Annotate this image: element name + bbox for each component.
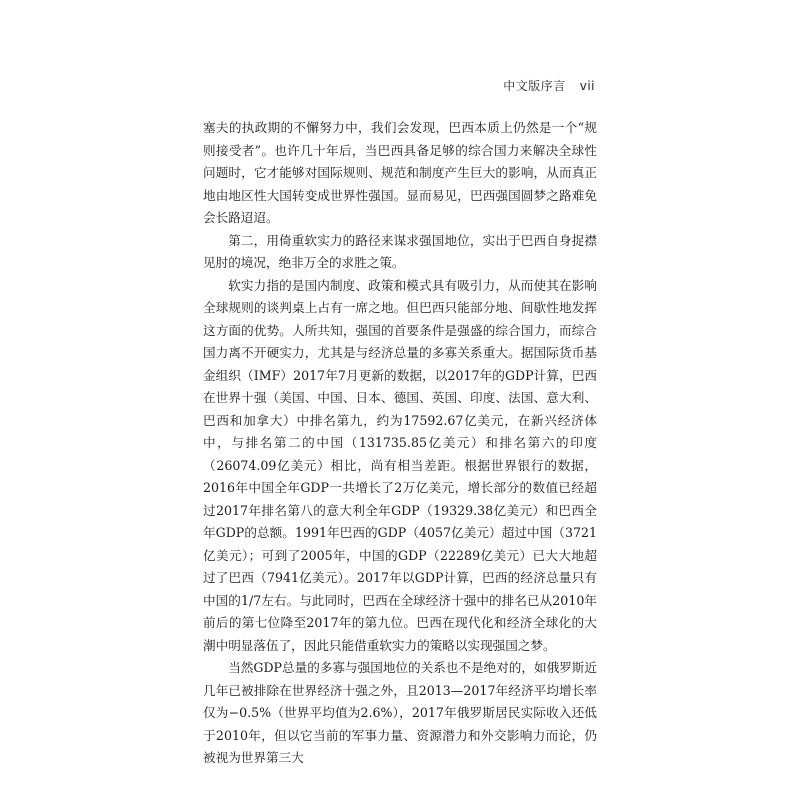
paragraph-gdp-relation: 当然GDP总量的多寡与强国地位的关系也不是绝对的，如俄罗斯近几年已被排除在世界经济十强之外，且2013—2017年经济平均增长率仅为−0.5%（世界平均值为2.6%），2017年俄罗斯居民实际收入还低于2010年，但以它当前的军事力量、资源潜力和外交影响力而论，仍被视为世界第三大	[203, 660, 597, 765]
page-number: vii	[579, 79, 595, 93]
paragraph-soft-power: 软实力指的是国内制度、政策和模式具有吸引力，从而使其在影响全球规则的谈判桌上占有一席之地。但巴西只能部分地、间歇性地发挥这方面的优势。人所共知，强国的首要条件是强盛的综合国力，而综合国力离不开硬实力，尤其是与经济总量的多寡关系重大。据国际货币基金组织（IMF）2017年7月更新的数据，以2017年的GDP计算，巴西在世界十强（美国、中国、日本、德国、英国、印度、法国、意大利、巴西和加拿大）中排名第九，约为17592.67亿美元，在新兴经济体中，与排名第二的中国（131735.85亿美元）和排名第六的印度（26074.09亿美元）相比，尚有相当差距。根据世界银行的数据，2016年中国全年GDP一共增长了2万亿美元，增长部分的数值已经超过2017年排名第八的意大利全年GDP（19329.38亿美元）和巴西全年GDP的总额。1991年巴西的GDP（4057亿美元）超过中国（3721亿美元）；可到了2005年，中国的GDP（22289亿美元）已大大地超过了巴西（7941亿美元）。2017年以GDP计算，巴西的经济总量只有中国的1/7左右。与此同时，巴西在全球经济十强中的排名已从2010年前后的第七位降至2017年的第九位。巴西在现代化和经济全球化的大潮中明显落伍了，因此只能借重软实力的策略以实现强国之梦。	[203, 277, 597, 653]
paragraph-second-point: 第二，用倚重软实力的路径来谋求强国地位，实出于巴西自身捉襟见肘的境况，绝非万全的求胜之策。	[203, 232, 597, 270]
section-title: 中文版序言	[503, 79, 566, 93]
running-header	[503, 77, 595, 94]
body-text	[203, 117, 597, 770]
paragraph-continuation: 塞夫的执政期的不懈努力中，我们会发现，巴西本质上仍然是一个“规则接受者”。也许几十年后，当巴西具备足够的综合国力来解决全球性问题时，它才能够对国际规则、规范和制度产生巨大的影响，从而真正地由地区性大国转变成世界性强国。显而易见，巴西强国圆梦之路难免会长路迢迢。	[203, 120, 597, 225]
